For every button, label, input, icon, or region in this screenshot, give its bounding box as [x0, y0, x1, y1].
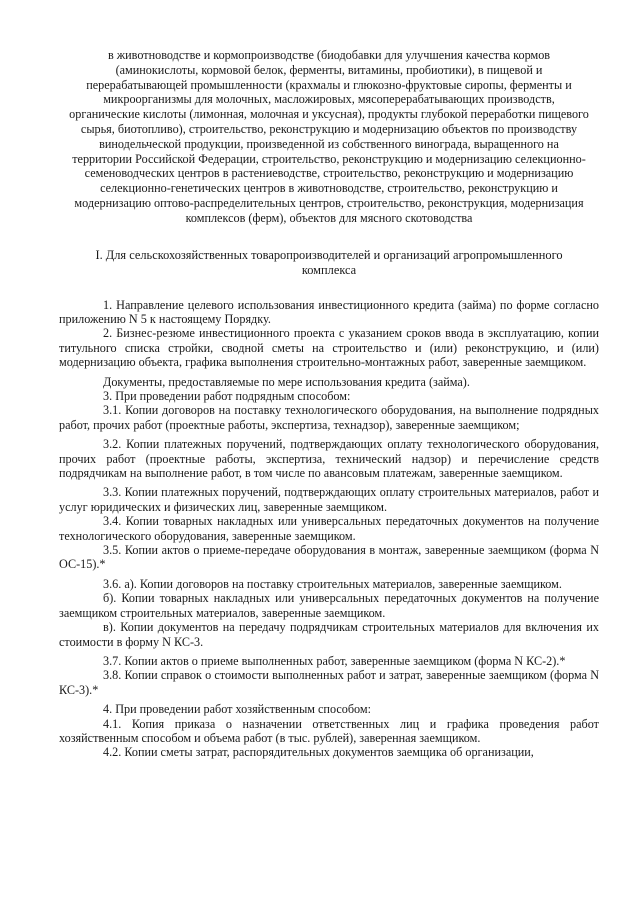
document-heading: в животноводстве и кормопроизводстве (биодобавки для улучшения качества кормов (аминокислоты, кормовой белок, ферменты, витамины, пробиотики), в пищевой и перерабатывающей промышленности (крахмалы и глюкозно-фруктовые сиропы, ферменты и микроорганизмы для молочных, масложировых, мясоперерабатывающих производств, органические кислоты (лимонная, молочная и уксусная), продукты глубокой переработки пищевого сырья, биотопливо), строительство, реконструкцию и модернизацию объектов по производству винодельческой продукции, произведенной из собственного винограда, выращенного на территории Российской Федерации, строительство, реконструкцию и модернизацию селекционно-семеноводческих центров в растениеводстве, строительство, реконструкцию и модернизацию селекционно-генетических центров в животноводстве, строительство, реконструкцию и модернизацию оптово-распределительных центров, строительство, реконструкция, модернизация комплексов (ферм), объектов для мясного скотоводства	[69, 48, 589, 225]
paragraph: 3. При проведении работ подрядным способом:	[103, 389, 351, 403]
paragraph: Документы, предоставляемые по мере использования кредита (займа).	[103, 374, 470, 389]
paragraph: 3.3. Копии платежных поручений, подтверждающих оплату строительных материалов, работ и услуг юридических и физических лиц, заверенные заемщиком.	[59, 485, 599, 514]
paragraph: 3.5. Копии актов о приеме-передаче оборудования в монтаж, заверенные заемщиком (форма N ОС-15).*	[59, 543, 599, 572]
paragraph: в). Копии документов на передачу подрядчикам строительных материалов для включения их стоимости в форму N КС-3.	[59, 620, 599, 649]
paragraph: 3.6. а). Копии договоров на поставку строительных материалов, заверенные заемщиком.	[103, 576, 562, 591]
paragraph: 4.2. Копии сметы затрат, распорядительных документов заемщика об организации,	[103, 745, 534, 760]
paragraph: 3.8. Копии справок о стоимости выполненных работ и затрат, заверенные заемщиком (форма N КС-3).*	[59, 668, 599, 697]
section-title: I. Для сельскохозяйственных товаропроизводителей и организаций агропромышленного комплекса	[95, 247, 563, 277]
paragraph: 3.7. Копии актов о приеме выполненных работ, заверенные заемщиком (форма N КС-2).*	[103, 653, 566, 668]
paragraph: 2. Бизнес-резюме инвестиционного проекта с указанием сроков ввода в эксплуатацию, копии титульного списка стройки, сводной сметы на строительство и (или) реконструкцию, и (или) модернизацию объекта, графика выполнения строительно-монтажных работ, заверенные заемщиком.	[59, 326, 599, 370]
paragraph: 3.2. Копии платежных поручений, подтверждающих оплату технологического оборудования, прочих работ (проектные работы, экспертиза, технический надзор) и перечисление средств подрядчикам на выполнение работ, в том числе по авансовым платежам, заверенные заемщиком.	[59, 437, 599, 481]
paragraph: б). Копии товарных накладных или универсальных передаточных документов на получение заемщиком строительных материалов, заверенные заемщиком.	[59, 591, 599, 620]
paragraph: 3.1. Копии договоров на поставку технологического оборудования, на выполнение подрядных работ, прочих работ (проектные работы, экспертиза, технадзор), заверенные заемщиком;	[59, 403, 599, 432]
paragraph: 4.1. Копия приказа о назначении ответственных лиц и графика проведения работ хозяйственным способом и объема работ (в тыс. рублей), заверенная заемщиком.	[59, 716, 599, 745]
document-body	[59, 298, 599, 760]
paragraph: 4. При проведении работ хозяйственным способом:	[103, 702, 372, 717]
paragraph: 1. Направление целевого использования инвестиционного кредита (займа) по форме согласно приложению N 5 к настоящему Порядку.	[59, 297, 599, 326]
paragraph: 3.4. Копии товарных накладных или универсальных передаточных документов на получение технологического оборудования, заверенные заемщиком.	[59, 514, 599, 543]
